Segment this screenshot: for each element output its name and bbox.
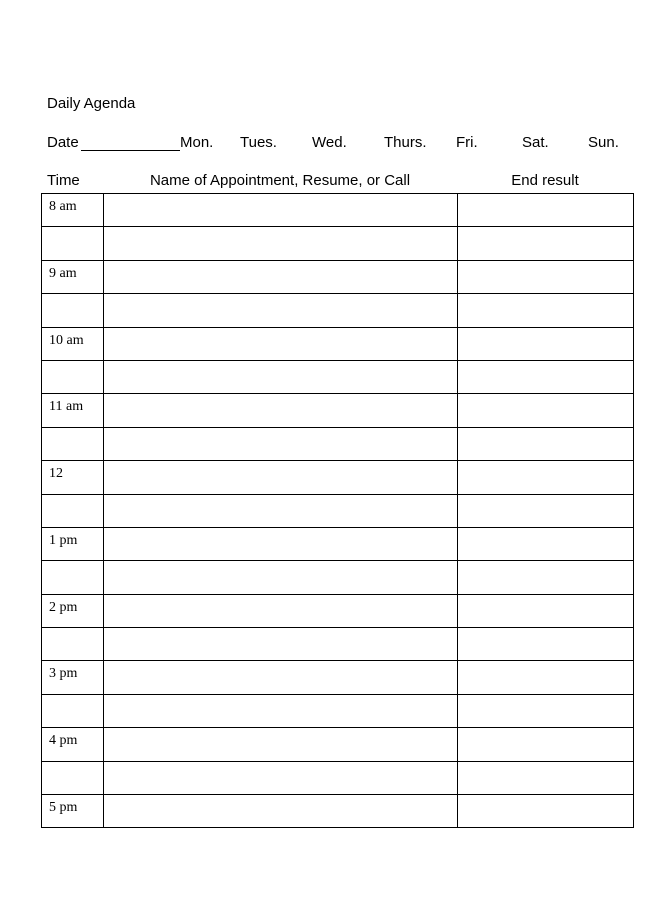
end-result-cell[interactable] <box>458 795 634 828</box>
table-row <box>42 494 634 527</box>
appointment-cell[interactable] <box>104 360 458 393</box>
end-result-cell[interactable] <box>458 527 634 560</box>
time-cell[interactable] <box>42 194 104 227</box>
agenda-table <box>41 193 634 828</box>
table-row <box>42 694 634 727</box>
table-row <box>42 461 634 494</box>
time-cell[interactable] <box>42 628 104 661</box>
time-label: 8 am <box>49 199 77 214</box>
appointment-cell[interactable] <box>104 561 458 594</box>
end-result-cell[interactable] <box>458 394 634 427</box>
column-header-name: Name of Appointment, Resume, or Call <box>149 172 411 189</box>
appointment-cell[interactable] <box>104 461 458 494</box>
end-result-cell[interactable] <box>458 694 634 727</box>
table-row <box>42 728 634 761</box>
appointment-cell[interactable] <box>104 394 458 427</box>
time-label: 11 am <box>49 399 84 415</box>
time-cell[interactable] <box>42 527 104 560</box>
time-label <box>42 695 103 700</box>
time-label <box>42 561 103 566</box>
table-row <box>42 628 634 661</box>
time-label: 12 <box>49 466 63 482</box>
agenda-body <box>42 194 634 828</box>
day-wednesday: Wed. <box>312 134 347 151</box>
end-result-cell[interactable] <box>458 227 634 260</box>
end-result-cell[interactable] <box>458 260 634 293</box>
time-cell[interactable] <box>42 294 104 327</box>
time-label: 5 pm <box>49 800 78 816</box>
day-tuesday: Tues. <box>240 134 277 151</box>
day-friday: Fri. <box>456 134 478 151</box>
time-label <box>42 495 103 500</box>
appointment-cell[interactable] <box>104 294 458 327</box>
table-row <box>42 761 634 794</box>
page-title: Daily Agenda <box>47 95 136 112</box>
time-label: 4 pm <box>49 733 78 749</box>
time-cell[interactable] <box>42 427 104 460</box>
time-cell[interactable] <box>42 594 104 627</box>
table-row <box>42 327 634 360</box>
time-cell[interactable] <box>42 761 104 794</box>
day-saturday: Sat. <box>522 134 549 151</box>
table-row <box>42 227 634 260</box>
time-cell[interactable] <box>42 461 104 494</box>
appointment-cell[interactable] <box>104 494 458 527</box>
appointment-cell[interactable] <box>104 694 458 727</box>
end-result-cell[interactable] <box>458 561 634 594</box>
appointment-cell[interactable] <box>104 227 458 260</box>
day-sunday: Sun. <box>588 134 619 151</box>
end-result-cell[interactable] <box>458 728 634 761</box>
table-row <box>42 795 634 828</box>
end-result-cell[interactable] <box>458 360 634 393</box>
time-cell[interactable] <box>42 227 104 260</box>
end-result-cell[interactable] <box>458 194 634 227</box>
end-result-cell[interactable] <box>458 761 634 794</box>
time-label: 10 am <box>49 332 84 348</box>
end-result-cell[interactable] <box>458 628 634 661</box>
appointment-cell[interactable] <box>104 795 458 828</box>
time-label <box>42 294 103 299</box>
end-result-cell[interactable] <box>458 661 634 694</box>
end-result-cell[interactable] <box>458 427 634 460</box>
time-label <box>42 762 103 767</box>
time-cell[interactable] <box>42 260 104 293</box>
date-blank-line[interactable] <box>81 134 180 151</box>
time-cell[interactable] <box>42 661 104 694</box>
table-row <box>42 594 634 627</box>
time-label <box>42 428 103 433</box>
date-label: Date <box>47 134 79 151</box>
end-result-cell[interactable] <box>458 594 634 627</box>
appointment-cell[interactable] <box>104 427 458 460</box>
time-cell[interactable] <box>42 728 104 761</box>
table-row <box>42 661 634 694</box>
appointment-cell[interactable] <box>104 527 458 560</box>
appointment-cell[interactable] <box>104 761 458 794</box>
time-cell[interactable] <box>42 561 104 594</box>
time-label <box>42 628 103 633</box>
date-row <box>47 134 632 152</box>
appointment-cell[interactable] <box>104 628 458 661</box>
table-row <box>42 294 634 327</box>
column-headers <box>41 172 633 190</box>
appointment-cell[interactable] <box>104 594 458 627</box>
end-result-cell[interactable] <box>458 494 634 527</box>
table-row <box>42 427 634 460</box>
time-cell[interactable] <box>42 360 104 393</box>
table-row <box>42 194 634 227</box>
table-row <box>42 260 634 293</box>
time-label <box>42 361 103 366</box>
time-cell[interactable] <box>42 795 104 828</box>
end-result-cell[interactable] <box>458 461 634 494</box>
appointment-cell[interactable] <box>104 728 458 761</box>
time-label: 3 pm <box>49 666 78 682</box>
table-row <box>42 561 634 594</box>
table-row <box>42 527 634 560</box>
appointment-cell[interactable] <box>104 661 458 694</box>
appointment-cell[interactable] <box>104 327 458 360</box>
appointment-cell[interactable] <box>104 260 458 293</box>
time-label: 2 pm <box>49 599 78 615</box>
time-cell[interactable] <box>42 394 104 427</box>
time-label: 9 am <box>49 265 77 281</box>
column-header-time: Time <box>47 172 80 189</box>
time-cell[interactable] <box>42 494 104 527</box>
time-cell[interactable] <box>42 327 104 360</box>
time-label <box>42 227 103 232</box>
end-result-cell[interactable] <box>458 294 634 327</box>
time-cell[interactable] <box>42 694 104 727</box>
appointment-cell[interactable] <box>104 194 458 227</box>
end-result-cell[interactable] <box>458 327 634 360</box>
day-monday: Mon. <box>180 134 214 151</box>
table-row <box>42 360 634 393</box>
table-row <box>42 394 634 427</box>
day-thursday: Thurs. <box>384 134 427 151</box>
time-label: 1 pm <box>49 532 78 548</box>
column-header-end-result: End result <box>511 172 579 189</box>
